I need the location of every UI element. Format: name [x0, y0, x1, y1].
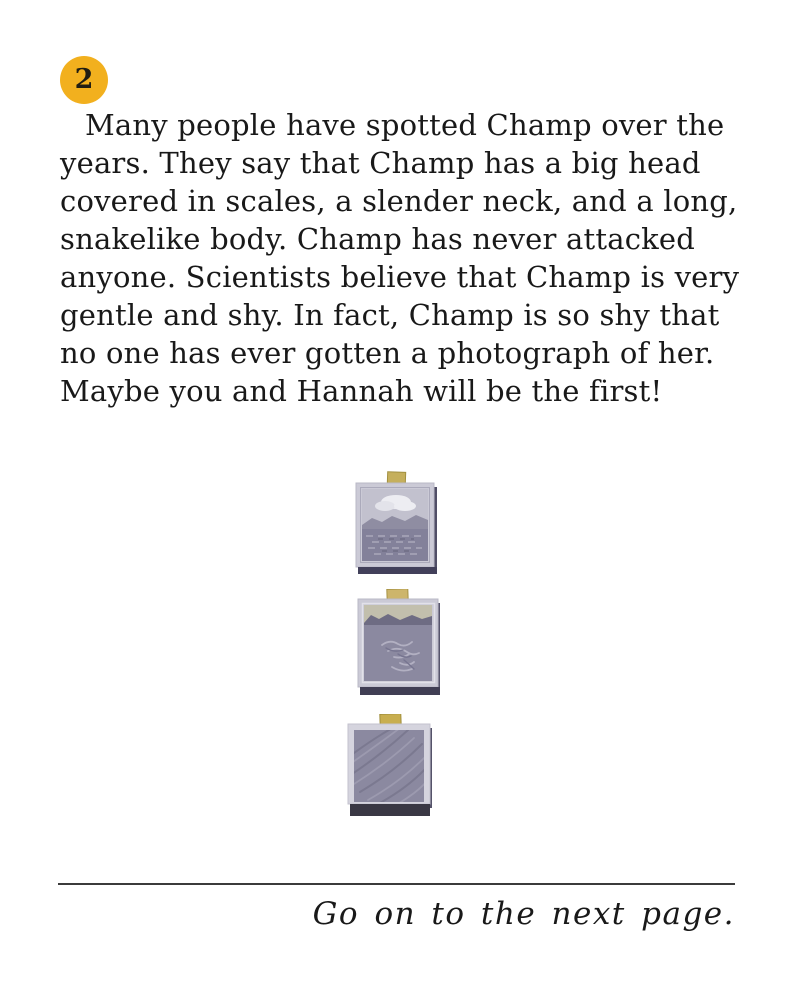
passage-line: Many people have spotted Champ over the — [85, 108, 725, 142]
splash-photo — [364, 605, 432, 681]
polaroid-water-ripples-icon — [345, 714, 435, 820]
passage-line: anyone. Scientists believe that Champ is very — [60, 260, 740, 294]
passage-line: covered in scales, a slender neck, and a long, — [60, 184, 738, 218]
polaroid-water-splash-icon — [356, 589, 442, 695]
passage-line: Maybe you and Hannah will be the first! — [60, 374, 663, 408]
footer-divider — [58, 883, 735, 885]
paragraph-number-badge — [60, 56, 108, 104]
photo-lake-mountains-cloud — [354, 471, 440, 575]
polaroid-lake-mountains-cloud-icon — [354, 471, 440, 575]
go-on-next-page-text: Go on to the next page. — [312, 896, 735, 932]
passage-line: no one has ever gotten a photograph of her. — [60, 336, 715, 370]
photo-water-ripples — [345, 714, 435, 820]
lake-photo — [362, 489, 428, 561]
passage-line: snakelike body. Champ has never attacked — [60, 222, 696, 256]
passage-text — [60, 106, 750, 410]
paragraph-number: 2 — [74, 63, 94, 95]
passage-line: gentle and shy. In fact, Champ is so shy that — [60, 298, 720, 332]
photo-water-splash — [356, 589, 442, 695]
tape-icon — [387, 472, 405, 485]
passage-line: years. They say that Champ has a big head — [60, 146, 701, 180]
ripples-photo — [350, 726, 428, 806]
